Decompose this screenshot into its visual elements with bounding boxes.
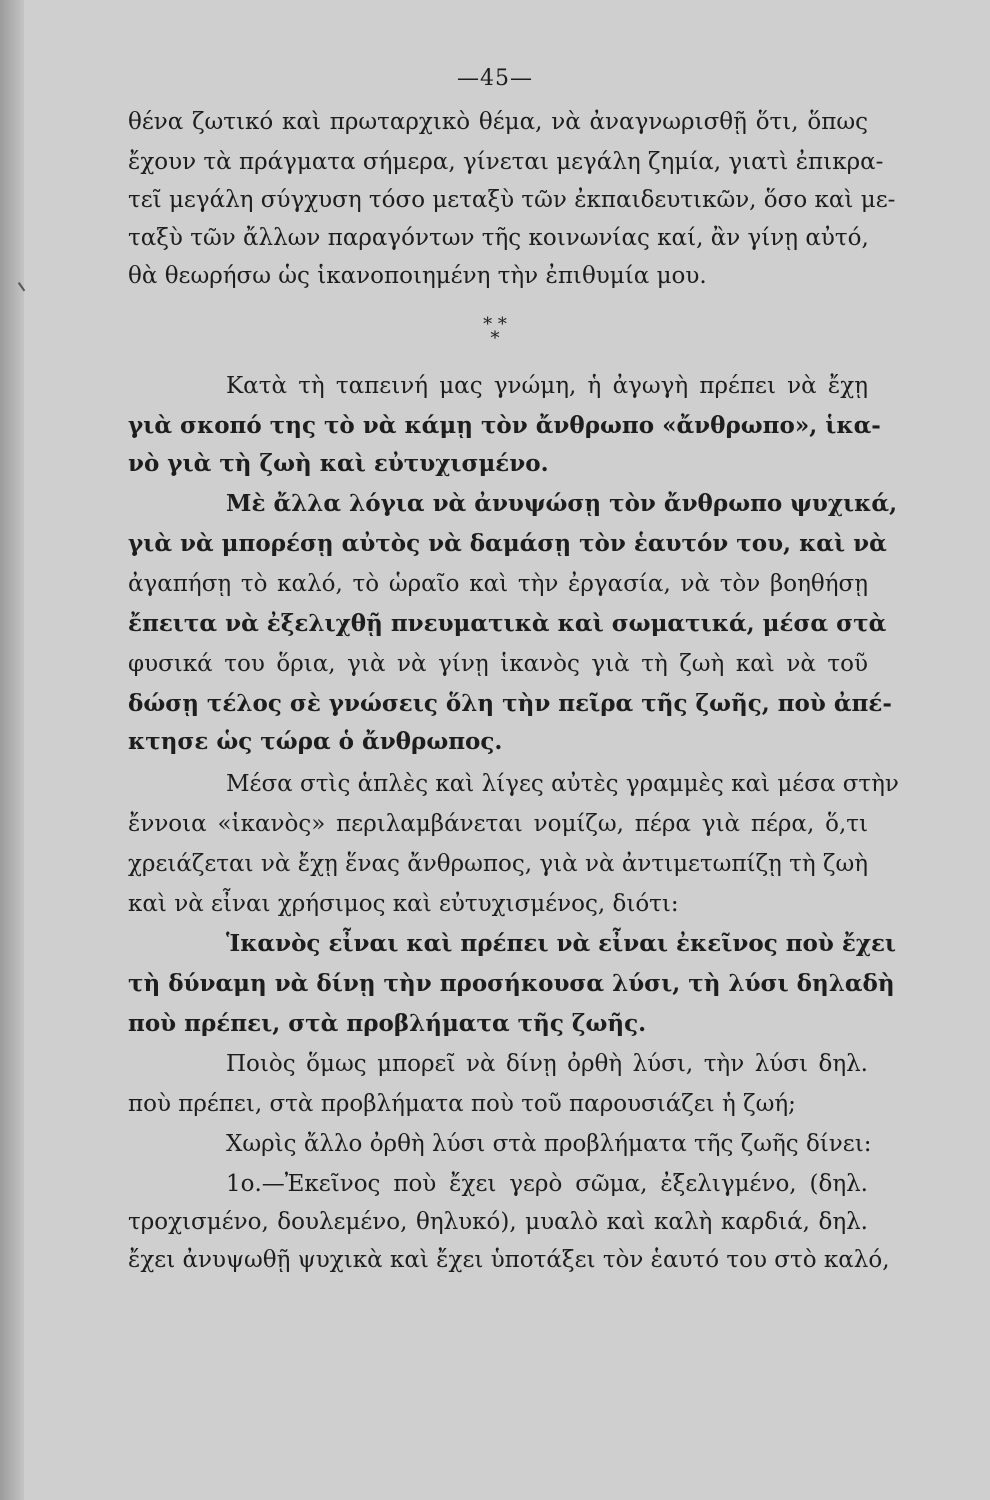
- text-line: δώσῃ τέλος σὲ γνώσεις ὅλη τὴν πεῖρα τῆς ζωῆς, ποὺ ἀπέ-: [128, 690, 892, 717]
- text-line: κτησε ὡς τώρα ὁ ἄνθρωπος.: [128, 728, 503, 755]
- separator-stars: * * *: [483, 314, 507, 349]
- text-line: Κατὰ τὴ ταπεινή μας γνώμη, ἡ ἀγωγὴ πρέπει νὰ ἔχῃ: [226, 373, 868, 399]
- text-line: ποὺ πρέπει, στὰ προβλήματα τῆς ζωῆς.: [128, 1010, 647, 1037]
- text-line: ποὺ πρέπει, στὰ προβλήματα ποὺ τοῦ παρουσιάζει ἡ ζωή;: [128, 1091, 796, 1117]
- text-line: Μὲ ἄλλα λόγια νὰ ἀνυψώσῃ τὸν ἄνθρωπο ψυχικά,: [226, 490, 898, 517]
- text-line: Ποιὸς ὅμως μπορεῖ νὰ δίνῃ ὀρθὴ λύσι, τὴν λύσι δηλ.: [226, 1051, 868, 1077]
- text-line: θένα ζωτικό καὶ πρωταρχικὸ θέμα, νὰ ἀναγνωρισθῇ ὅτι, ὅπως: [128, 109, 868, 135]
- text-line: ἀγαπήσῃ τὸ καλό, τὸ ὡραῖο καὶ τὴν ἐργασία, νὰ τὸν βοηθήσῃ: [128, 571, 868, 597]
- section-separator: [0, 314, 990, 349]
- text-line: Ἱκανὸς εἶναι καὶ πρέπει νὰ εἶναι ἐκεῖνος ποὺ ἔχει: [226, 930, 897, 957]
- text-line: ταξὺ τῶν ἄλλων παραγόντων τῆς κοινωνίας καί, ἂν γίνῃ αὐτό,: [128, 225, 869, 251]
- text-line: νὸ γιὰ τὴ ζωὴ καὶ εὐτυχισμένο.: [128, 450, 549, 477]
- text-line: Χωρὶς ἄλλο ὀρθὴ λύσι στὰ προβλήματα τῆς ζωῆς δίνει:: [226, 1131, 872, 1157]
- text-line: φυσικά του ὅρια, γιὰ νὰ γίνῃ ἱκανὸς γιὰ τὴ ζωὴ καὶ νὰ τοῦ: [128, 651, 868, 677]
- text-line: ἔχουν τὰ πράγματα σήμερα, γίνεται μεγάλη ζημία, γιατὶ ἐπικρα-: [128, 149, 884, 175]
- text-line: ἔπειτα νὰ ἐξελιχθῇ πνευματικὰ καὶ σωματικά, μέσα στὰ: [128, 610, 887, 637]
- text-line: Μέσα στὶς ἁπλὲς καὶ λίγες αὐτὲς γραμμὲς καὶ μέσα στὴν: [226, 771, 899, 797]
- text-line: τροχισμένο, δουλεμένο, θηλυκό), μυαλὸ καὶ καλὴ καρδιά, δηλ.: [128, 1209, 868, 1235]
- book-binding-edge: [0, 0, 24, 1500]
- text-line: τεῖ μεγάλη σύγχυση τόσο μεταξὺ τῶν ἐκπαιδευτικῶν, ὅσο καὶ με-: [128, 187, 896, 213]
- text-line: ἔχει ἀνυψωθῇ ψυχικὰ καὶ ἔχει ὑποτάξει τὸν ἑαυτό του στὸ καλό,: [128, 1247, 890, 1273]
- text-line: ἔννοια «ἱκανὸς» περιλαμβάνεται νομίζω, πέρα γιὰ πέρα, ὅ,τι: [128, 811, 868, 837]
- text-line: γιὰ σκοπό της τὸ νὰ κάμῃ τὸν ἄνθρωπο «ἄνθρωπο», ἱκα-: [128, 412, 881, 439]
- text-line: τὴ δύναμη νὰ δίνῃ τὴν προσήκουσα λύσι, τὴ λύσι δηλαδὴ: [128, 970, 895, 997]
- text-line: θὰ θεωρήσω ὡς ἱκανοποιημένη τὴν ἐπιθυμία μου.: [128, 263, 707, 289]
- text-line: καὶ νὰ εἶναι χρήσιμος καὶ εὐτυχισμένος, διότι:: [128, 891, 679, 917]
- text-line: 1ο.—Ἐκεῖνος ποὺ ἔχει γερὸ σῶμα, ἐξελιγμένο, (δηλ.: [226, 1171, 868, 1197]
- text-line: χρειάζεται νὰ ἔχῃ ἕνας ἄνθρωπος, γιὰ νὰ ἀντιμετωπίζῃ τὴ ζωὴ: [128, 851, 868, 877]
- text-line: γιὰ νὰ μπορέσῃ αὐτὸς νὰ δαμάσῃ τὸν ἑαυτόν του, καὶ νὰ: [128, 530, 887, 557]
- page-number: —45—: [457, 66, 533, 91]
